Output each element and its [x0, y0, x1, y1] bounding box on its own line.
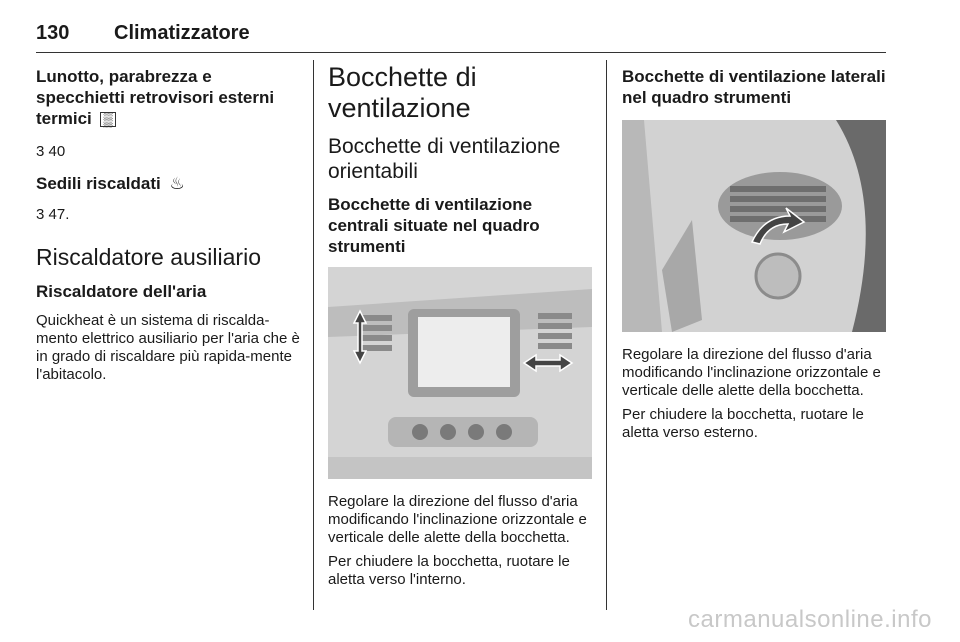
caption-paragraph: Regolare la direzione del flusso d'aria modificando l'inclinazione orizzontale e verticale delle alette della bocchetta.: [328, 493, 587, 546]
dashboard-center-vents-illustration: [328, 267, 592, 479]
page-reference[interactable]: [36, 206, 304, 224]
heading-text: Sedili riscaldati: [36, 174, 161, 193]
caption-paragraph: Per chiudere la bocchetta, ruotare le aletta verso esterno.: [622, 406, 864, 441]
column-left: [36, 62, 304, 384]
subsection-heading-air-heater: Riscaldatore dell'aria: [36, 282, 207, 301]
page-number: 130: [36, 22, 70, 44]
figure-side-vents: [622, 120, 886, 332]
caption-paragraph: Regolare la direzione del flusso d'aria modificando l'inclinazione orizzontale e verticale delle alette della bocchetta.: [622, 346, 881, 399]
site-watermark: carmanualsonline.info: [688, 606, 932, 633]
rear-window-heater-icon: ▒: [100, 112, 115, 127]
section-heading-rear-heater: [36, 66, 304, 129]
column-divider: [313, 60, 314, 610]
heading-text: Lunotto, parabrezza e specchietti retrovisori esterni termici: [36, 67, 275, 128]
dashboard-side-vent-illustration: [622, 120, 886, 332]
page-reference-text: 3 40: [36, 143, 66, 160]
section-title-vents: Bocchette di ventilazione: [328, 62, 477, 123]
section-heading-seats: [36, 173, 304, 194]
column-right: [622, 62, 886, 442]
figure-center-vents: [328, 267, 592, 479]
column-divider: [606, 60, 607, 610]
column-middle: [328, 62, 594, 589]
caption-paragraph: Per chiudere la bocchetta, ruotare le aletta verso l'interno.: [328, 553, 570, 588]
page-reference[interactable]: [36, 143, 304, 161]
subsection-title-adjustable-vents: Bocchette di ventilazione orientabili: [328, 135, 561, 183]
heated-seat-icon: ♨: [169, 174, 185, 193]
page-header: [36, 18, 886, 53]
page-reference-text: 3 47.: [36, 206, 70, 223]
subsection-heading-center-vents: Bocchette di ventilazione centrali situate nel quadro strumenti: [328, 195, 540, 256]
chapter-title: Climatizzatore: [114, 22, 250, 44]
section-title-aux-heater: Riscaldatore ausiliario: [36, 244, 261, 270]
subsection-heading-side-vents: Bocchette di ventilazione laterali nel quadro strumenti: [622, 67, 886, 107]
body-text: Quickheat è un sistema di riscalda-mento elettrico ausiliario per l'aria che è in grado di riscaldare più rapida-mente l'abitacolo.: [36, 312, 300, 383]
